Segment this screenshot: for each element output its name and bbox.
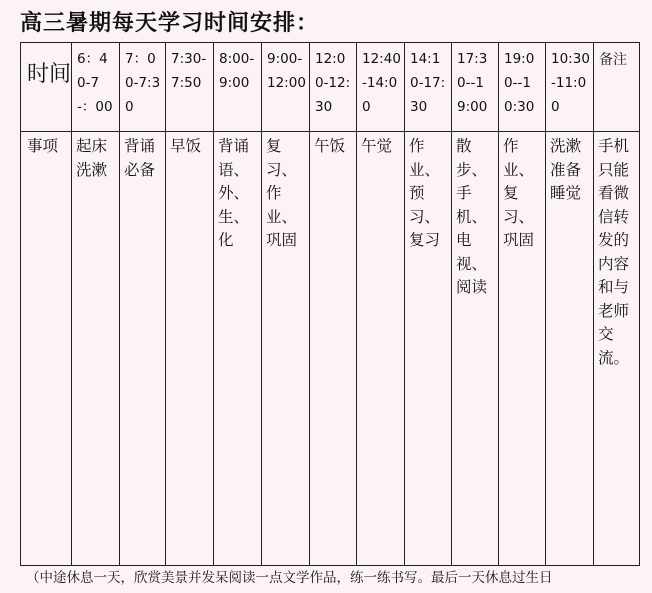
schedule-table <box>20 42 640 566</box>
activity-cell: 背诵必备 <box>124 137 156 179</box>
time-slot-cell: 12:40-14:00 <box>362 51 401 115</box>
activity-cell: 作业、预习、复习 <box>409 137 441 249</box>
time-slot-cell: 7:30-7:50 <box>171 51 207 91</box>
time-slot-cell: 9:00-12:00 <box>267 51 306 91</box>
activity-cell: 作业、复习、巩固 <box>503 137 535 249</box>
time-slot-cell: 19:00--10:30 <box>504 51 535 115</box>
activity-cell: 背诵语、外、生、化 <box>218 137 250 249</box>
activity-cell: 午觉 <box>361 137 393 155</box>
note-cell: 手机只能看微信转发的内容和与老师交流。 <box>598 137 630 367</box>
time-slot-cell: 17:30--19:00 <box>457 51 488 115</box>
activity-cell: 洗漱准备睡觉 <box>550 137 582 202</box>
row-label-cell: 事项 <box>27 137 59 155</box>
activity-cell: 复习、作业、巩固 <box>266 137 298 249</box>
time-slot-cell: 7：00-7:30 <box>125 51 161 115</box>
time-slot-cell: 10:30-11:00 <box>551 51 590 115</box>
time-slot-cell: 12:00-12:30 <box>315 51 351 115</box>
note-header-cell: 备注 <box>599 52 627 68</box>
activity-cell: 散步、手机、电视、阅读 <box>456 137 488 296</box>
footer-note: （中途休息一天，欣赏美景并发呆阅读一点文学作品，练一练书写。最后一天休息过生日 <box>26 570 553 586</box>
activity-cell: 早饭 <box>170 137 202 155</box>
time-header-cell: 时间 <box>27 62 71 87</box>
time-slot-cell: 6：40-7-：00 <box>77 51 113 115</box>
activity-cell: 起床洗漱 <box>76 137 108 179</box>
time-slot-cell: 14:10-17:30 <box>410 51 446 115</box>
page-title: 高三暑期每天学习时间安排： <box>20 11 320 36</box>
activity-cell: 午饭 <box>314 137 346 155</box>
time-slot-cell: 8:00-9:00 <box>219 51 255 91</box>
